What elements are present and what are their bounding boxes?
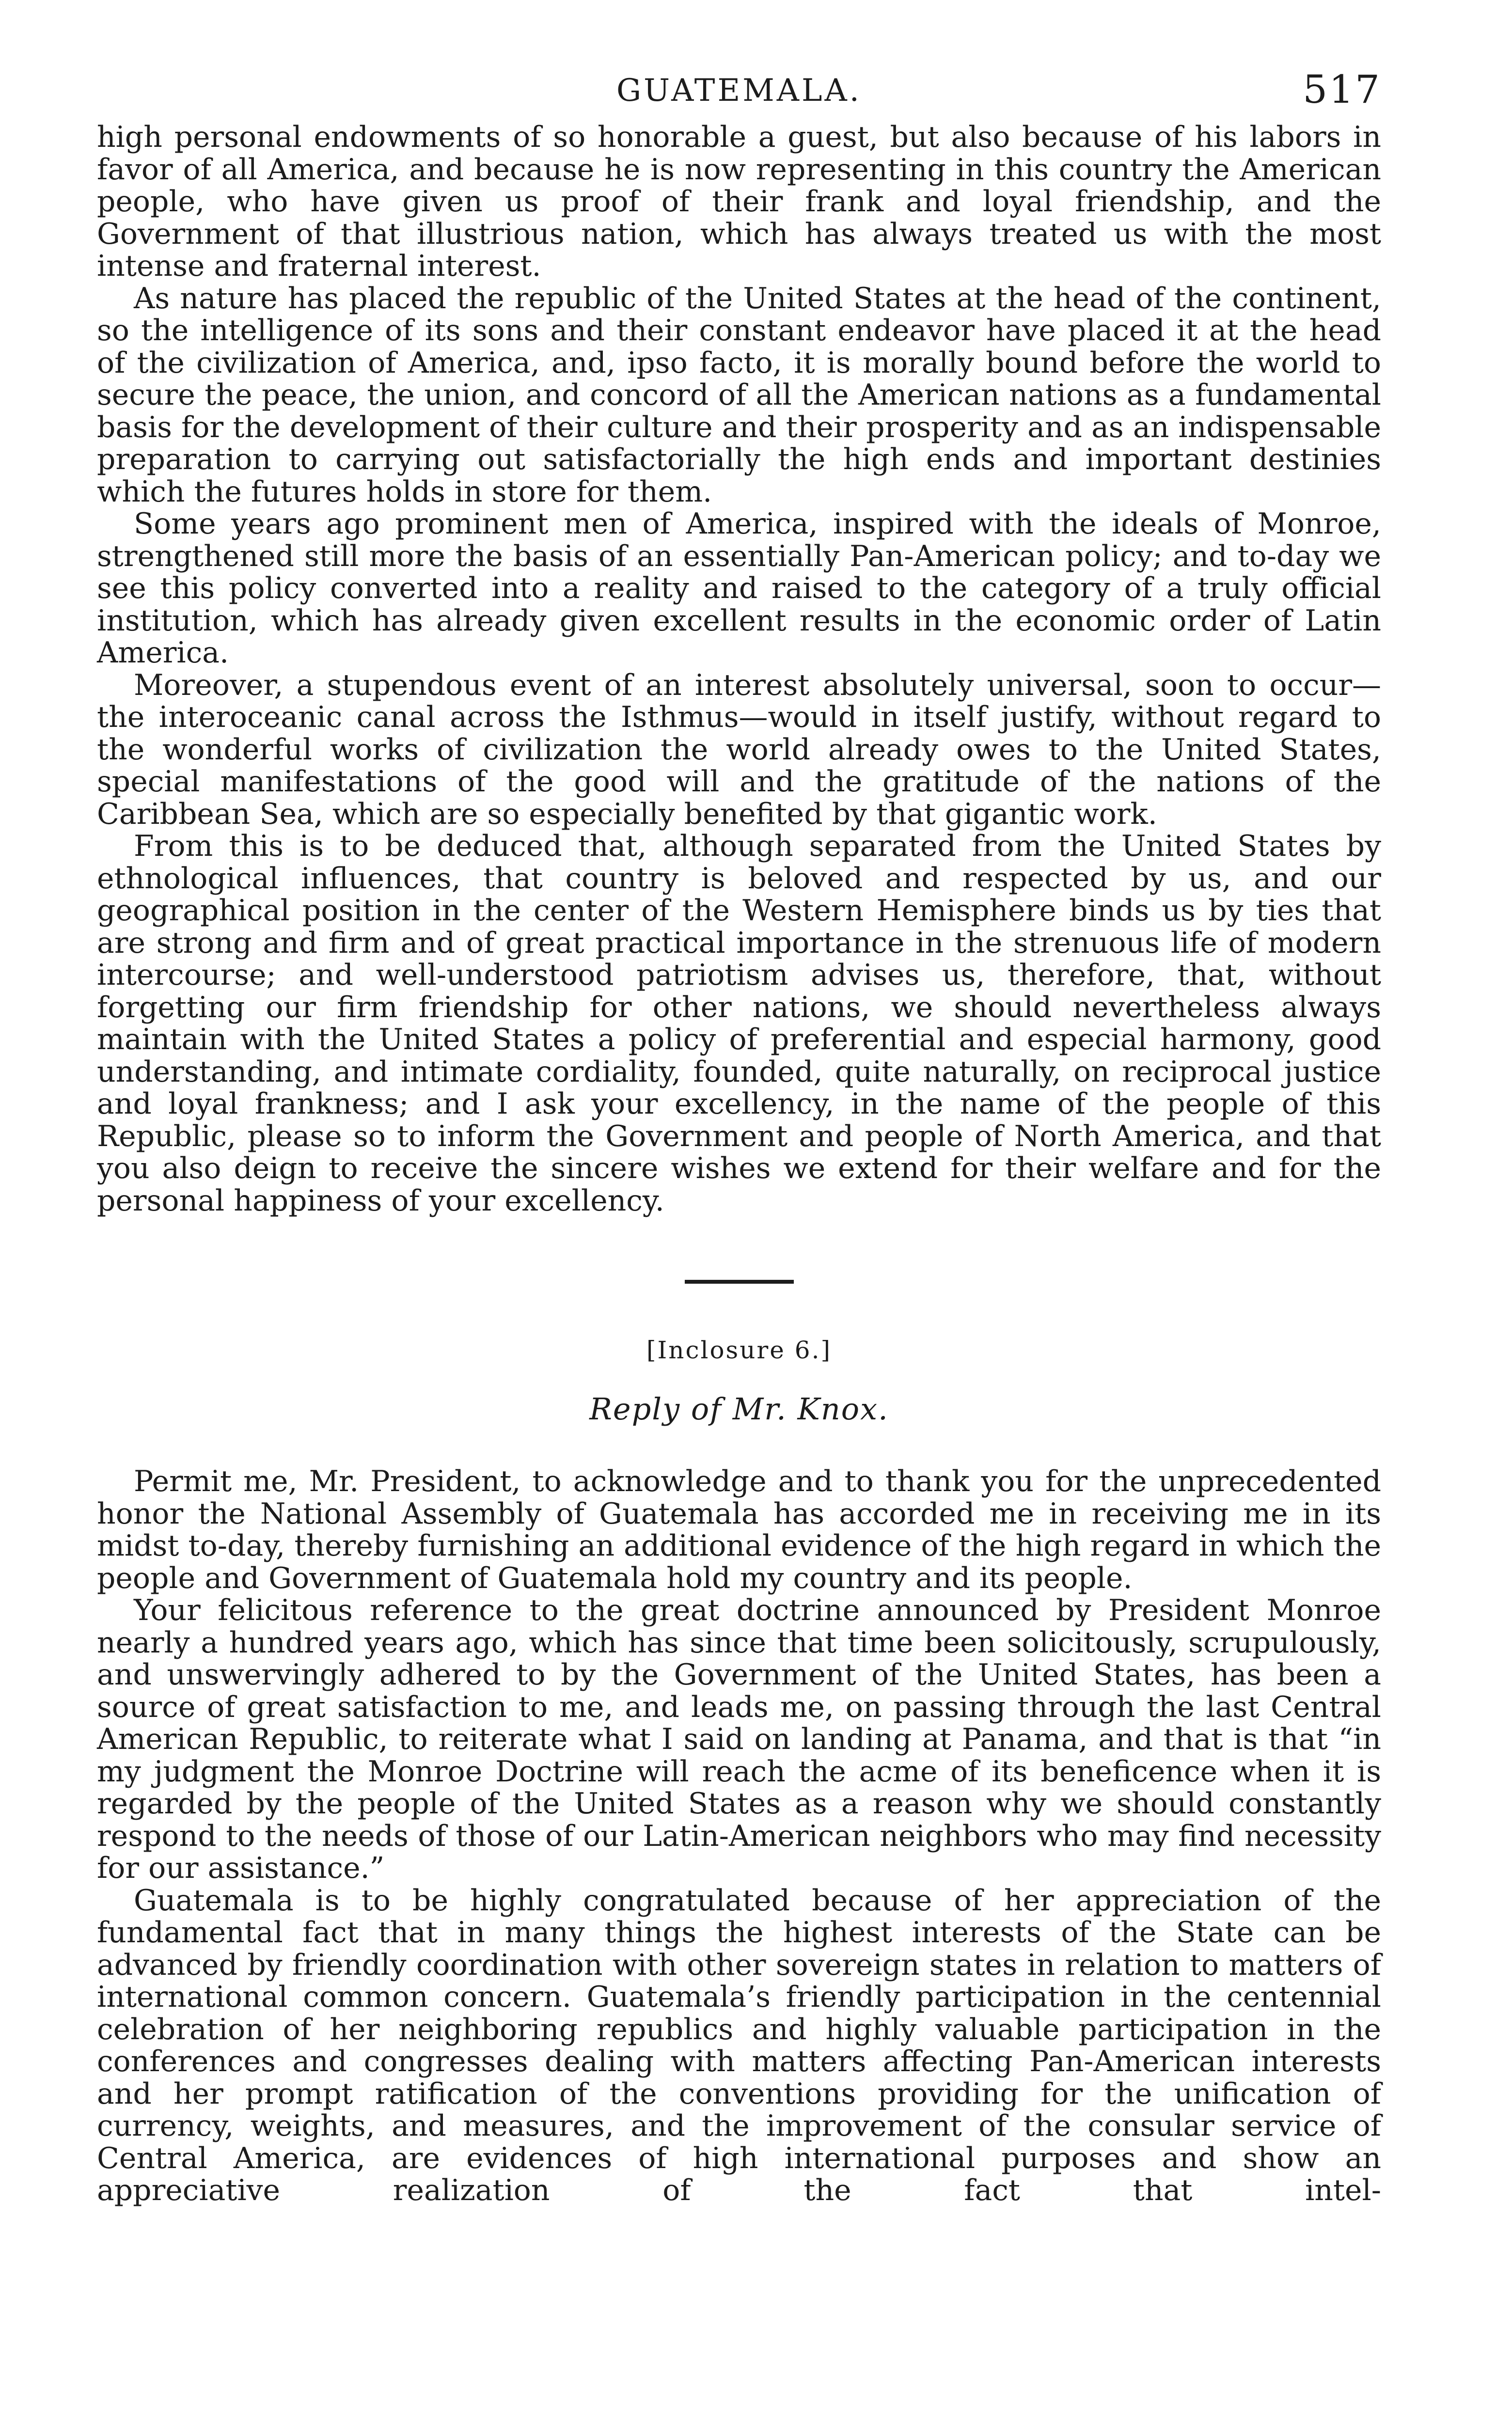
- reply-text: [97, 1465, 1381, 2207]
- paragraph: high personal endowments of so honorable a guest, but also because of his labors in favor of all America, and because he is now representing in this country the American people, who have given us proof of their frank and loyal friendship, and the Government of that illustrious nation, which has always treated us with the most intense and fraternal interest.: [97, 120, 1381, 283]
- paragraph: Some years ago prominent men of America, inspired with the ideals of Monroe, strengthened still more the basis of an essentially Pan-American policy; and to-day we see this policy converted into a reality and raised to the category of a truly official institution, which has already given excellent results in the economic order of Latin America.: [97, 507, 1381, 670]
- section-divider-rule: [685, 1280, 794, 1284]
- paragraph: As nature has placed the republic of the United States at the head of the continent, so the intelligence of its sons and their constant endeavor have placed it at the head of the civilization of America, and, ipso facto, it is morally bound before the world to secure the peace, the union, and concord of all the American nations as a fundamental basis for the development of their culture and their prosperity and as an indispensable preparation to carrying out satisfactorially the high ends and important destinies which the futures holds in store for them.: [97, 281, 1381, 509]
- paragraph: Moreover, a stupendous event of an interest absolutely universal, soon to occur—the interoceanic canal across the Isthmus—would in itself justify, without regard to the wonderful works of civilization the world already owes to the United States, special manifestations of the good will and the gratitude of the nations of the Caribbean Sea, which are so especially benefited by that gigantic work.: [97, 668, 1381, 831]
- paragraph: Guatemala is to be highly congratulated because of her appreciation of the fundamental fact that in many things the highest interests of the State can be advanced by friendly coordination with other sovereign states in relation to matters of international common concern. Guatemala’s friendly participation in the centennial celebration of her neighboring republics and highly valuable participation in the conferences and congresses dealing with matters affecting Pan-American interests and her prompt ratification of the conventions providing for the unification of currency, weights, and measures, and the improvement of the consular service of Central America, are evidences of high international purposes and show an appreciative realization of the fact that intel-: [97, 1883, 1381, 2207]
- letter-continuation: [97, 121, 1381, 1217]
- reply-heading: Reply of Mr. Knox.: [589, 1391, 889, 1427]
- page-number: 517: [1303, 67, 1381, 112]
- document-page: [97, 63, 1381, 2207]
- running-title: GUATEMALA.: [616, 73, 862, 109]
- running-head: [97, 63, 1381, 121]
- paragraph: From this is to be deduced that, although separated from the United States by ethnological influences, that country is beloved and respected by us, and our geographical position in the center of the Western Hemisphere binds us by ties that are strong and firm and of great practical importance in the strenuous life of modern intercourse; and well-understood patriotism advises us, therefore, that, without forgetting our firm friendship for other nations, we should nevertheless always maintain with the United States a policy of preferential and especial harmony, good understanding, and intimate cordiality, founded, quite naturally, on reciprocal justice and loyal frankness; and I ask your excellency, in the name of the people of this Republic, please so to inform the Government and people of North America, and that you also deign to receive the sincere wishes we extend for their welfare and for the personal happiness of your excellency.: [97, 829, 1381, 1218]
- inclosure-label: [Inclosure 6.]: [646, 1336, 832, 1364]
- paragraph: Your felicitous reference to the great doctrine announced by President Monroe nearly a hundred years ago, which has since that time been solicitously, scrupulously, and unswervingly adhered to by the Government of the United States, has been a source of great satisfaction to me, and leads me, on passing through the last Central American Republic, to reiterate what I said on landing at Panama, and that is that “in my judgment the Monroe Doctrine will reach the acme of its beneficence when it is regarded by the people of the United States as a reason why we should constantly respond to the needs of those of our Latin-American neighbors who may find necessity for our assistance.”: [97, 1593, 1381, 1885]
- paragraph: Permit me, Mr. President, to acknowledge and to thank you for the unprecedented honor the National Assembly of Guatemala has accorded me in receiving me in its midst to-day, thereby furnishing an additional evidence of the high regard in which the people and Government of Guatemala hold my country and its people.: [97, 1464, 1381, 1595]
